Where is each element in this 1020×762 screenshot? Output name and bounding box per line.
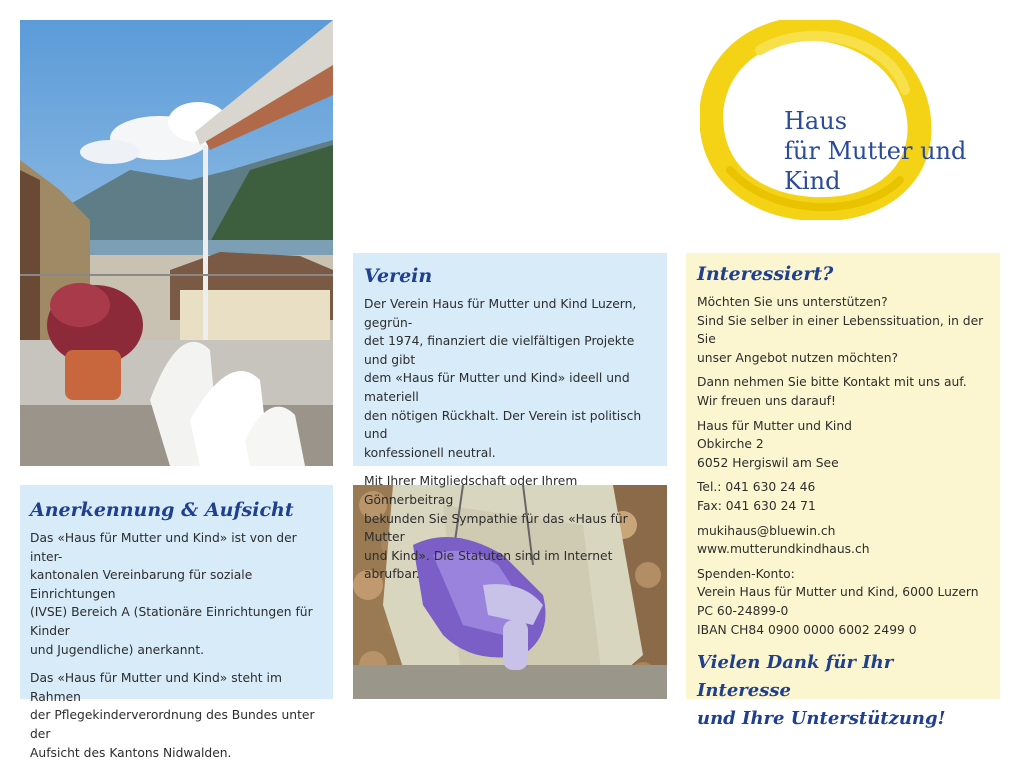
anerkennung-section — [20, 485, 333, 760]
interessiert-heading: Interessiert? — [697, 263, 834, 285]
verein-paragraph-1: Der Verein Haus für Mutter und Kind Luzern, gegrün- det 1974, finanziert die vielfältigen Projekte und gibt dem «Haus für Mutter und Kind» ideell und materiell den nötigen Rückhalt. Der Verein ist politisch und konfessionell neutral. — [364, 297, 642, 460]
address-block: Haus für Mutter und Kind Obkirche 2 6052 Hergiswil am See — [697, 418, 852, 470]
anerkennung-paragraph-1: Das «Haus für Mutter und Kind» ist von der inter- kantonalen Vereinbarung für soziale Einrichtungen (IVSE) Bereich A (Stationäre Einrichtungen für Kinder und Jugendliche) anerkannt. — [30, 531, 313, 657]
verein-paragraph-2: Mit Ihrer Mitgliedschaft oder Ihrem Gönnerbeitrag bekunden Sie Sympathie für das «Haus für Mutter und Kind». Die Statuten sind im Internet abrufbar. — [364, 474, 628, 582]
thanks-text: Vielen Dank für Ihr Interesse und Ihre Unterstützung! — [697, 652, 946, 730]
verein-section — [353, 253, 667, 582]
anerkennung-paragraph-2: Das «Haus für Mutter und Kind» steht im Rahmen der Pflegekinderverordnung des Bundes unter der Aufsicht des Kantons Nidwalden. — [30, 671, 315, 760]
email-web-block[interactable]: mukihaus@bluewin.ch www.mutterundkindhaus.ch — [697, 523, 870, 557]
interessiert-paragraph-2: Dann nehmen Sie bitte Kontakt mit uns auf. Wir freuen uns darauf! — [697, 375, 967, 408]
bank-account-block: Spenden-Konto: Verein Haus für Mutter und Kind, 6000 Luzern PC 60-24899-0 IBAN CH84 0900 0000 6002 2499 0 — [697, 566, 979, 637]
verein-heading: Verein — [364, 265, 433, 287]
logo-text: Haus für Mutter und Kind — [784, 107, 967, 195]
phone-fax-block: Tel.: 041 630 24 46 Fax: 041 630 24 71 — [697, 480, 816, 513]
anerkennung-heading: Anerkennung & Aufsicht — [30, 499, 294, 521]
logo — [700, 20, 1010, 220]
terrace-lake-photo — [20, 20, 333, 466]
interessiert-section — [686, 253, 1000, 730]
interessiert-paragraph-1: Möchten Sie uns unterstützen? Sind Sie selber in einer Lebenssituation, in der Sie unser Angebot nutzen möchten? — [697, 295, 984, 365]
